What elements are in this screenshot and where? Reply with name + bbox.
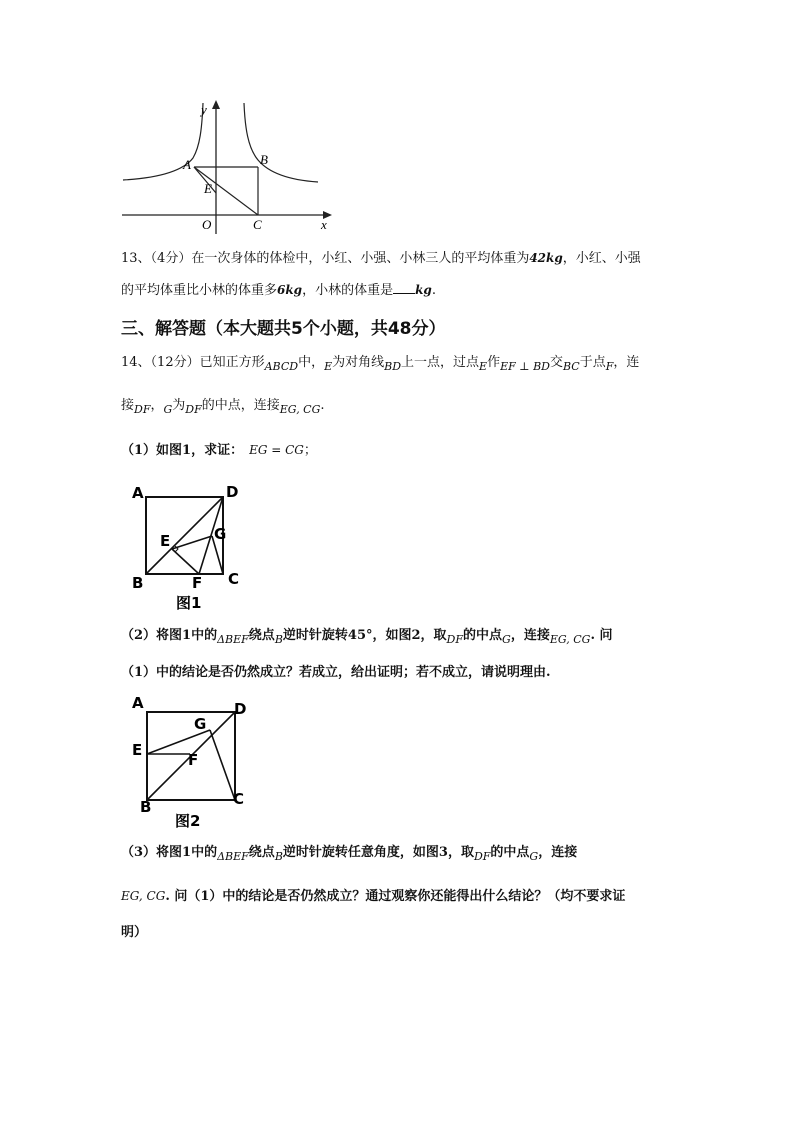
hyperbola-left-branch xyxy=(123,103,203,180)
fig2-label-A: A xyxy=(132,694,144,712)
question-14-line-2 xyxy=(121,397,325,415)
q14-l2a: 接 xyxy=(121,398,135,413)
fig2-label-E: E xyxy=(132,741,143,759)
q14-intro-a: 14、（12分）已知正方形 xyxy=(121,355,265,370)
graph-label-A: A xyxy=(183,157,191,172)
q14-square-name: ABCD xyxy=(264,360,299,373)
q14-EG-CG: EG, CG xyxy=(279,403,321,416)
question-14-line-1 xyxy=(121,354,639,372)
q14-diagonal-BD: BD xyxy=(384,360,402,373)
question-13-line-2 xyxy=(121,281,436,300)
part2-b: 绕点 xyxy=(248,628,275,643)
fig1-label-G: G xyxy=(214,525,227,543)
q13-answer-blank[interactable] xyxy=(393,293,415,294)
q13-line2a: 的平均体重比小林的体重多 xyxy=(121,283,278,298)
hyperbola-graph xyxy=(118,98,348,236)
fig1-label-B: B xyxy=(132,574,144,592)
part3-b: 绕点 xyxy=(248,845,275,860)
part1-end: ； xyxy=(303,443,317,458)
part3-EG-CG: EG, CG xyxy=(121,889,166,903)
part3-triangle: ΔBEF xyxy=(217,850,249,863)
part2-c: 逆时针旋转45°，如图2，取 xyxy=(282,628,447,643)
fig2-segment-GC xyxy=(210,730,235,800)
graph-label-B: B xyxy=(260,152,268,167)
part-2-line-1 xyxy=(121,627,613,645)
part2-triangle: ΔBEF xyxy=(217,633,249,646)
fig2-label-C: C xyxy=(233,790,245,808)
q14-intro-f: 交 xyxy=(550,355,564,370)
fig2-caption: 图2 xyxy=(175,812,201,830)
part2-DF: DF xyxy=(446,633,463,646)
q14-intro-g: 于点 xyxy=(579,355,606,370)
q14-l2d: 的中点，连接 xyxy=(201,398,280,413)
graph-label-E: E xyxy=(204,181,212,196)
hyperbola-right-branch xyxy=(244,103,318,182)
figure-1 xyxy=(130,484,250,614)
q13-end: . xyxy=(431,283,436,298)
part3-G: G xyxy=(529,850,539,863)
part3-f: . 问（1）中的结论是否仍然成立？通过观察你还能得出什么结论？（均不要求证 xyxy=(165,889,626,904)
part2-G: G xyxy=(502,633,511,646)
q14-l2b: ， xyxy=(150,398,164,413)
fig1-segment-EF xyxy=(172,549,199,574)
fig2-label-B: B xyxy=(140,798,152,816)
part-1-line xyxy=(121,441,317,460)
q14-G: G xyxy=(163,403,173,416)
fig2-label-F: F xyxy=(188,751,199,769)
fig1-label-D: D xyxy=(226,484,239,501)
part2-e: ，连接 xyxy=(510,628,550,643)
graph-label-y: y xyxy=(201,102,207,117)
part2-EG-CG: EG, CG xyxy=(549,633,591,646)
part1-formula: EG = CG xyxy=(249,443,304,457)
part2-f: . 问 xyxy=(590,628,613,643)
part3-c: 逆时针旋转任意角度，如图3，取 xyxy=(282,845,474,860)
q13-mid: ，小红、小强 xyxy=(562,251,641,266)
q13-line2b: ，小林的体重是 xyxy=(302,283,394,298)
part-3-line-3: 明） xyxy=(121,925,148,940)
q14-l2c: 为 xyxy=(172,398,186,413)
fig1-label-F: F xyxy=(192,574,203,592)
y-axis-arrow xyxy=(212,100,220,109)
fig2-segment-EG xyxy=(147,730,210,754)
graph-label-O: O xyxy=(202,217,212,232)
q14-intro-d: 上一点，过点 xyxy=(401,355,480,370)
q14-side-BC: BC xyxy=(563,360,580,373)
part-2-line-2: （1）中的结论是否仍然成立？若成立，给出证明；若不成立，请说明理由. xyxy=(121,665,551,680)
fig2-label-D: D xyxy=(234,700,247,718)
q14-intro-c: 为对角线 xyxy=(332,355,385,370)
q14-intro-b: 中， xyxy=(298,355,325,370)
q13-unit: kg xyxy=(415,283,432,297)
q13-value1: 42kg xyxy=(529,251,563,265)
fig2-label-G: G xyxy=(194,715,207,733)
fig1-label-E: E xyxy=(160,532,171,550)
part2-a: （2）将图1中的 xyxy=(121,628,218,643)
figure-2 xyxy=(130,692,260,834)
part3-point-B: B xyxy=(274,850,283,863)
part-3-line-1 xyxy=(121,844,577,862)
q14-DF: DF xyxy=(134,403,151,416)
part-3-line-2 xyxy=(121,887,625,906)
q13-value2: 6kg xyxy=(277,283,303,297)
fig1-caption: 图1 xyxy=(176,594,202,612)
fig1-label-C: C xyxy=(228,570,240,588)
q14-intro-h: ，连 xyxy=(613,355,640,370)
q14-intro-e: 作 xyxy=(487,355,501,370)
q14-point-E-2: E xyxy=(479,360,488,373)
graph-label-x: x xyxy=(321,217,327,232)
part3-e: ，连接 xyxy=(538,845,578,860)
q14-point-F: F xyxy=(605,360,614,373)
fig1-label-A: A xyxy=(132,484,144,502)
part3-DF: DF xyxy=(473,850,491,863)
q14-DF-2: DF xyxy=(185,403,202,416)
q14-perp: EF ⊥ BD xyxy=(500,360,550,373)
q14-l2e: . xyxy=(320,398,325,413)
part3-d: 的中点 xyxy=(490,845,530,860)
q14-point-E: E xyxy=(324,360,333,373)
section-3-title: 三、解答题（本大题共5个小题，共48分） xyxy=(121,319,446,339)
q13-prefix: 13、（4分）在一次身体的体检中，小红、小强、小林三人的平均体重为 xyxy=(121,251,530,266)
part2-d: 的中点 xyxy=(463,628,503,643)
part1-text: （1）如图1，求证： xyxy=(121,443,244,458)
question-13-line-1 xyxy=(121,249,641,268)
part2-point-B: B xyxy=(274,633,283,646)
graph-label-C: C xyxy=(253,217,262,232)
part3-a: （3）将图1中的 xyxy=(121,845,218,860)
